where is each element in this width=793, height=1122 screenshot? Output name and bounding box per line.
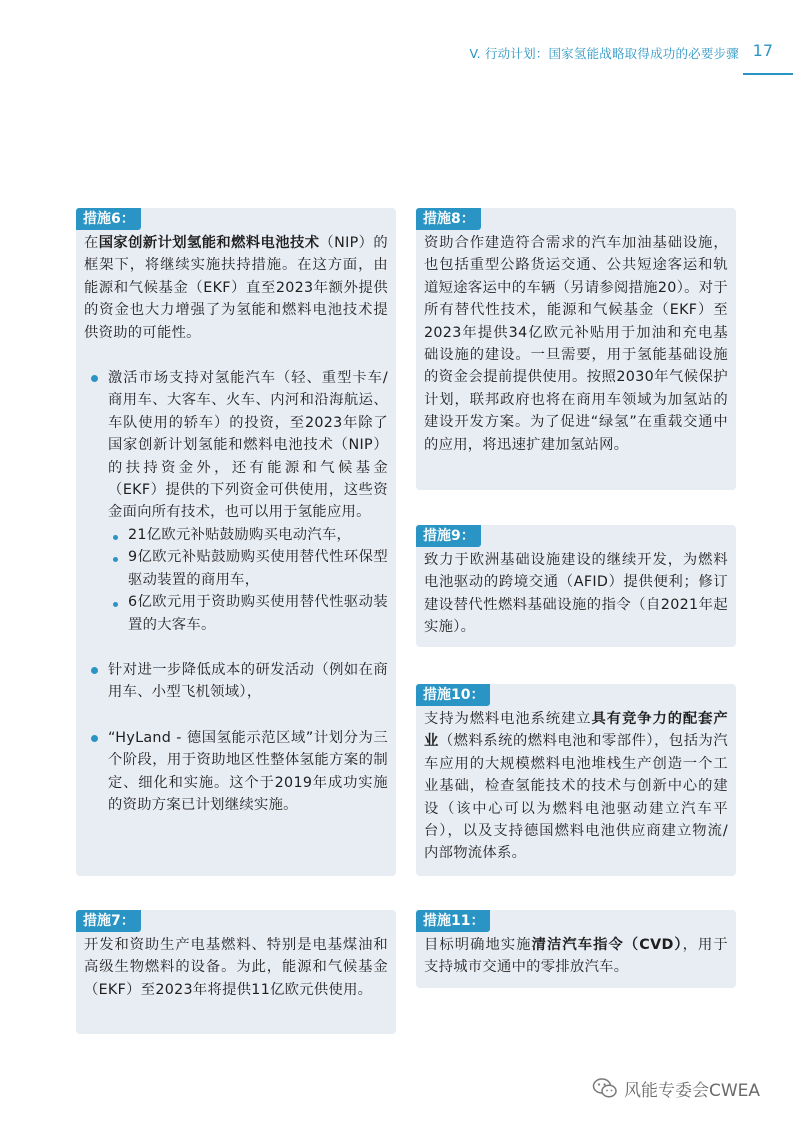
measure-6-tag: 措施6： (76, 208, 141, 230)
sub-list-item: 9亿欧元补贴鼓励购买使用替代性环保型驱动装置的商用车， (108, 546, 388, 591)
page-number: 17 (752, 41, 773, 60)
chapter-title: V. 行动计划：国家氢能战略取得成功的必要步骤 (469, 46, 739, 61)
sub-list-item: 21亿欧元补贴鼓励购买电动汽车， (108, 524, 388, 546)
measure-10-text: 支持为燃料电池系统建立具有竞争力的配套产业（燃料系统的燃料电池和零部件），包括为汽车应用的大规模燃料电池堆栈生产创造一个工业基础，检查氢能技术的技术与创新中心的建设（该中心可以为燃料电池驱动建立汽车平台），以及支持德国燃料电池供应商建立物流/内部物流体系。 (424, 711, 728, 862)
page-header (300, 40, 793, 80)
sub-list-item: 6亿欧元用于资助购买使用替代性驱动装置的大客车。 (108, 591, 388, 636)
measure-11-box (416, 910, 736, 988)
measure-9-tag: 措施9： (416, 525, 481, 547)
list-item: 针对进一步降低成本的研发活动（例如在商用车、小型飞机领域）， (84, 659, 388, 704)
measure-7-tag: 措施7： (76, 910, 141, 932)
measure-10-tag: 措施10： (416, 684, 490, 706)
measure-11-tag: 措施11： (416, 910, 490, 932)
measure-8-text: 资助合作建造符合需求的汽车加油基础设施，也包括重型公路货运交通、公共短途客运和轨道短途客运中的车辆（另请参阅措施20）。对于所有替代性技术，能源和气候基金（EKF）至2023年提供34亿欧元补贴用于加油和充电基础设施的建设。一旦需要，用于氢能基础设施的资金会提前提供使用。按照2030年气候保护计划，联邦政府也将在商用车领域为加氢站的建设开发方案。为了促进“绿氢”在重载交通中的应用，将迅速扩建加氢站网。 (424, 235, 728, 453)
watermark (592, 1074, 760, 1102)
measure-11-text: 目标明确地实施清洁汽车指令（CVD），用于支持城市交通中的零排放汽车。 (424, 937, 728, 976)
measure-6-sublist (108, 524, 388, 636)
list-item: 激活市场支持对氢能汽车（轻、重型卡车/商用车、大客车、火车、内河和沿海航运、车队使用的轿车）的投资，至2023年除了国家创新计划氢能和燃料电池技术（NIP）的扶持资金外，还有能源和气候基金（EKF）提供的下列资金可供使用，这些资金面向所有技术，也可以用于氢能应用。 21亿欧元补贴鼓励购买电动汽车， 9亿欧元补贴鼓励购买使用替代性环保型驱动装置的商用车， 6亿欧元用于资助购买使用替代性驱动装置的大客车。 (84, 367, 388, 636)
measure-6-intro: 在国家创新计划氢能和燃料电池技术（NIP）的框架下，将继续实施扶持措施。在这方面，由能源和气候基金（EKF）直至2023年额外提供的资金也大力增强了为氢能和燃料电池技术提供资助的可能性。 (84, 235, 388, 341)
header-rule (743, 73, 793, 75)
measure-9-text: 致力于欧洲基础设施建设的继续开发，为燃料电池驱动的跨境交通（AFID）提供便利；修订建设替代性燃料基础设施的指令（自2021年起实施）。 (424, 552, 728, 636)
wechat-icon (592, 1076, 618, 1100)
measure-8-tag: 措施8： (416, 208, 481, 230)
measure-8-box (416, 208, 736, 490)
measure-6-box (76, 208, 396, 876)
measure-7-text: 开发和资助生产电基燃料、特别是电基煤油和高级生物燃料的设备。为此，能源和气候基金（EKF）至2023年将提供11亿欧元供使用。 (84, 937, 388, 998)
measure-7-box (76, 910, 396, 1034)
measure-9-box (416, 525, 736, 647)
measure-10-box (416, 684, 736, 876)
list-item: “HyLand - 德国氢能示范区域”计划分为三个阶段，用于资助地区性整体氢能方案的制定、细化和实施。这个于2019年成功实施的资助方案已计划继续实施。 (84, 727, 388, 817)
watermark-text: 风能专委会CWEA (624, 1080, 761, 1101)
measure-6-bullets (84, 367, 388, 816)
